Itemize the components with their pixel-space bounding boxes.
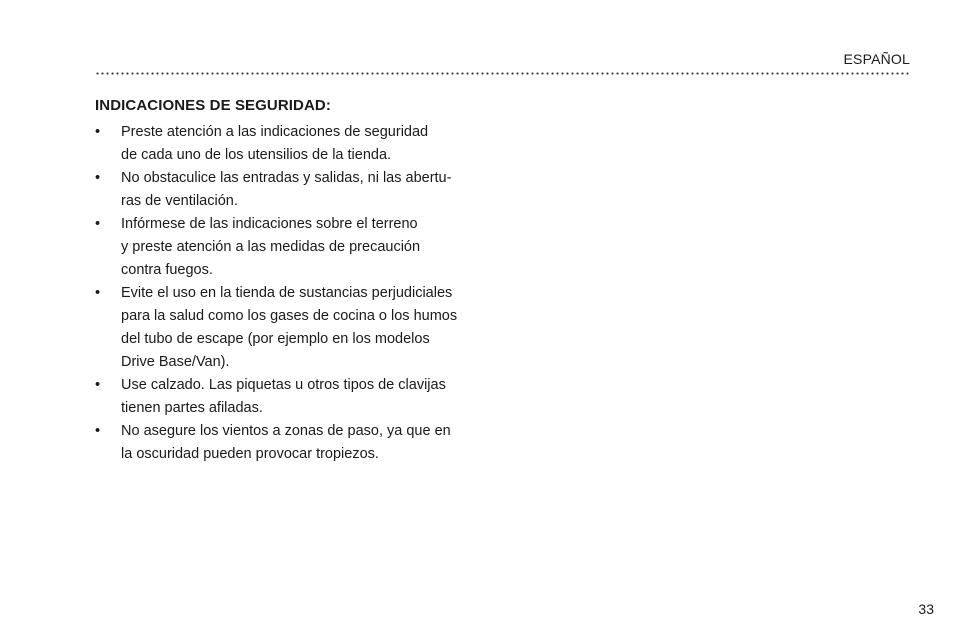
bullet-icon: • bbox=[95, 285, 101, 301]
list-item-line: contra fuegos. bbox=[121, 262, 213, 278]
bullet-icon: • bbox=[95, 216, 101, 232]
list-item bbox=[95, 374, 496, 420]
bullet-icon: • bbox=[95, 423, 101, 439]
list-item-line: Use calzado. Las piquetas u otros tipos de clavijas bbox=[121, 377, 446, 393]
safety-section bbox=[95, 96, 495, 466]
page-number: 33 bbox=[918, 601, 934, 617]
list-item bbox=[95, 121, 496, 167]
list-item bbox=[95, 420, 496, 466]
list-item bbox=[95, 213, 496, 282]
list-item-line: Drive Base/Van). bbox=[121, 354, 230, 370]
list-item bbox=[95, 282, 496, 374]
list-item-line: de cada uno de los utensilios de la tienda. bbox=[121, 147, 392, 163]
list-item-line: y preste atención a las medidas de precaución bbox=[121, 239, 421, 255]
list-item-line: Evite el uso en la tienda de sustancias perjudiciales bbox=[121, 285, 453, 301]
list-item bbox=[95, 167, 496, 213]
bullet-icon: • bbox=[95, 124, 101, 140]
list-item-line: No obstaculice las entradas y salidas, ni las abertu- bbox=[121, 170, 452, 186]
section-title: INDICACIONES DE SEGURIDAD: bbox=[95, 97, 331, 114]
list-item-line: No asegure los vientos a zonas de paso, ya que en bbox=[121, 423, 451, 439]
safety-list bbox=[95, 121, 495, 466]
bullet-icon: • bbox=[95, 377, 101, 393]
list-item-line: Preste atención a las indicaciones de seguridad bbox=[121, 124, 429, 140]
list-item-line: tienen partes afiladas. bbox=[121, 400, 263, 416]
list-item-line: ras de ventilación. bbox=[121, 193, 238, 209]
list-item-line: del tubo de escape (por ejemplo en los modelos bbox=[121, 331, 430, 347]
dotted-divider bbox=[95, 72, 911, 75]
list-item-line: para la salud como los gases de cocina o los humos bbox=[121, 308, 458, 324]
language-label: ESPAÑOL bbox=[843, 51, 910, 67]
bullet-icon: • bbox=[95, 170, 101, 186]
list-item-line: la oscuridad pueden provocar tropiezos. bbox=[121, 446, 379, 462]
list-item-line: Infórmese de las indicaciones sobre el terreno bbox=[121, 216, 418, 232]
